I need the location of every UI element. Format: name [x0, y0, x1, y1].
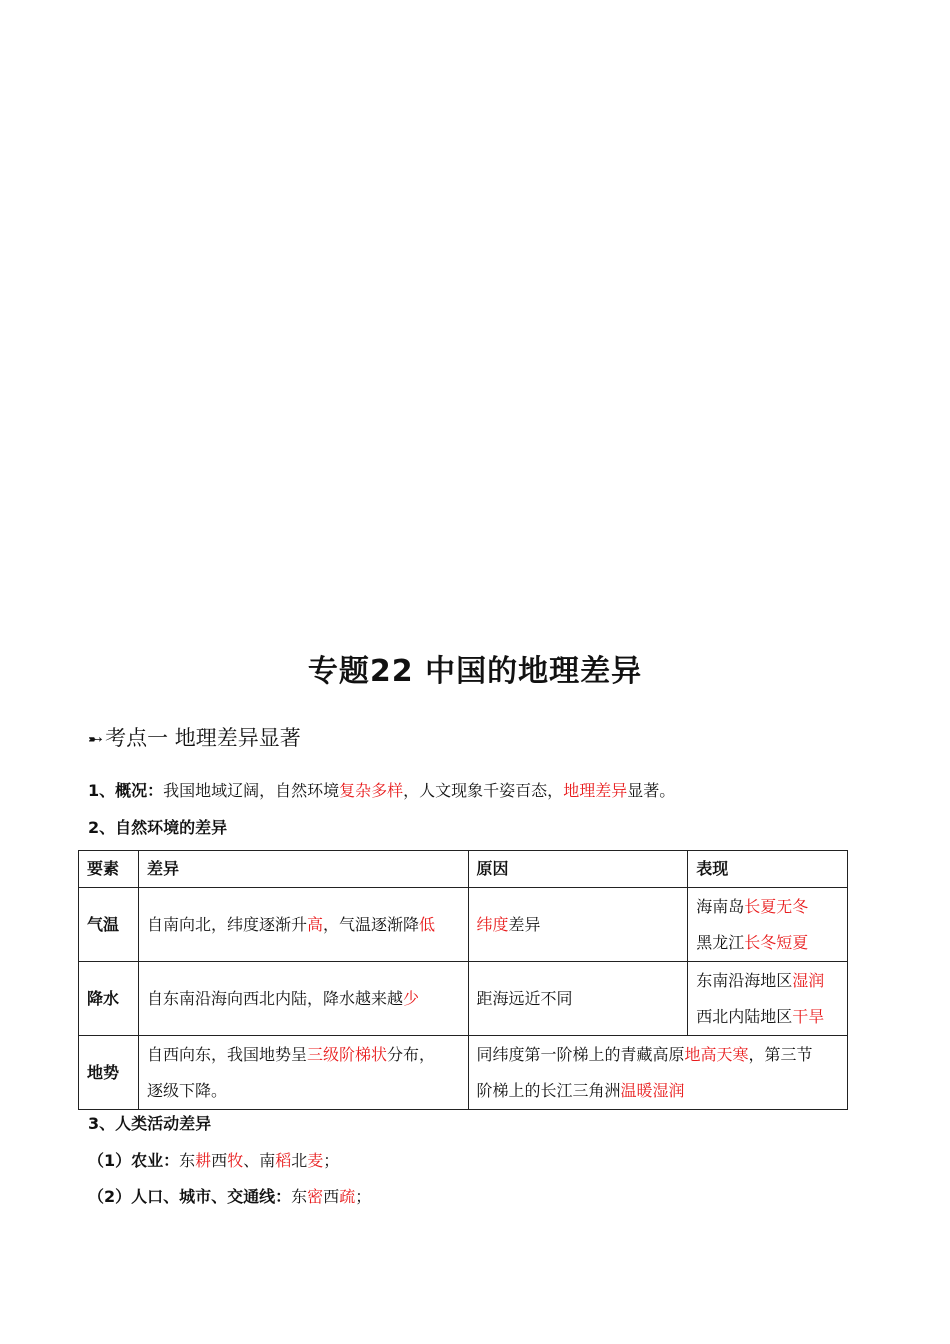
natural-differences-table	[78, 850, 848, 1110]
line-text: 、南	[243, 1151, 276, 1170]
table-row-temperature	[79, 888, 848, 962]
highlight: 牧	[227, 1151, 244, 1170]
line-text: ；	[323, 1151, 340, 1170]
show-line	[696, 999, 839, 1035]
highlight: 干旱	[792, 1006, 825, 1026]
cell-line: 逐级下降。	[146, 1080, 227, 1100]
cell-text: 距海远近不同	[476, 988, 573, 1008]
table-row-precipitation	[79, 962, 848, 1036]
header-cell: 表现	[688, 851, 848, 888]
natural-heading-text: 2、自然环境的差异	[88, 818, 228, 837]
human-heading	[88, 1113, 211, 1135]
diff-cell	[138, 888, 468, 962]
cell-text: ，气温逐渐降	[322, 914, 419, 934]
line-text: ；	[355, 1187, 372, 1206]
page-title: 专题22 中国的地理差异	[307, 654, 643, 689]
highlight: 耕	[195, 1151, 212, 1170]
header-cell: 要素	[79, 851, 139, 888]
show-cell	[688, 962, 848, 1036]
highlight: 纬度	[476, 914, 509, 934]
cell-text: ，第三节	[748, 1044, 813, 1064]
cell-text: 黑龙江	[696, 932, 745, 952]
overview-text: 我国地域辽阔，自然环境	[163, 781, 340, 800]
agriculture-line	[88, 1150, 339, 1172]
reason-cell	[468, 1036, 848, 1110]
line-text: 东	[291, 1187, 308, 1206]
highlight: 温暖湿润	[620, 1080, 685, 1100]
natural-heading	[88, 817, 227, 839]
highlight: 三级阶梯状	[306, 1044, 387, 1064]
section-label: 考点一 地理差异显著	[105, 726, 301, 750]
diff-cell	[138, 1036, 468, 1110]
highlight: 高	[306, 914, 323, 934]
line-text: 西	[323, 1187, 340, 1206]
highlight: 长冬短夏	[744, 932, 809, 952]
highlight: 低	[419, 914, 436, 934]
line-text: 东	[179, 1151, 196, 1170]
arrow-icon: ➸	[88, 729, 104, 750]
cell-text: 海南岛	[696, 896, 745, 916]
cell-text: 自东南沿海向西北内陆，降水越来越	[146, 988, 403, 1008]
cell-text: 自南向北，纬度逐渐升	[146, 914, 307, 934]
cell-text: 同纬度第一阶梯上的青藏高原	[476, 1044, 685, 1064]
highlight: 稻	[275, 1151, 292, 1170]
header-cell: 差异	[138, 851, 468, 888]
overview-text: ，人文现象千姿百态，	[403, 781, 564, 800]
highlight: 疏	[339, 1187, 356, 1206]
population-label: （2）人口、城市、交通线：	[88, 1187, 292, 1206]
table-header-row	[79, 851, 848, 888]
overview-label: 1、概况：	[88, 781, 164, 800]
cell-text: 分布，	[386, 1044, 435, 1064]
show-line	[696, 925, 839, 961]
highlight: 麦	[307, 1151, 324, 1170]
diff-cell	[138, 962, 468, 1036]
table-row-terrain	[79, 1036, 848, 1110]
highlight: 地理差异	[563, 781, 628, 800]
population-line	[88, 1186, 371, 1208]
highlight: 地高天寒	[684, 1044, 749, 1064]
overview-text: 显著。	[627, 781, 676, 800]
section-heading	[88, 722, 301, 752]
human-heading-text: 3、人类活动差异	[88, 1114, 212, 1133]
agriculture-label: （1）农业：	[88, 1151, 180, 1170]
highlight: 长夏无冬	[744, 896, 809, 916]
row-label: 气温	[79, 888, 139, 962]
line-text: 北	[291, 1151, 308, 1170]
row-label: 降水	[79, 962, 139, 1036]
header-cell: 原因	[468, 851, 688, 888]
line-text: 西	[211, 1151, 228, 1170]
highlight: 复杂多样	[339, 781, 404, 800]
cell-line	[147, 1037, 460, 1073]
highlight: 密	[307, 1187, 324, 1206]
show-line	[696, 963, 839, 999]
row-label: 地势	[79, 1036, 139, 1110]
cell-text: 阶梯上的长江三角洲	[476, 1080, 621, 1100]
cell-text: 东南沿海地区	[696, 970, 793, 990]
reason-cell	[468, 888, 688, 962]
cell-line	[477, 1037, 840, 1073]
show-line	[696, 889, 839, 925]
cell-text: 差异	[508, 914, 541, 934]
highlight: 湿润	[792, 970, 825, 990]
cell-text: 西北内陆地区	[696, 1006, 793, 1026]
cell-text: 自西向东，我国地势呈	[146, 1044, 307, 1064]
reason-cell	[468, 962, 688, 1036]
show-cell	[688, 888, 848, 962]
cell-line	[477, 1073, 840, 1109]
overview-paragraph	[88, 780, 675, 802]
highlight: 少	[402, 988, 419, 1008]
